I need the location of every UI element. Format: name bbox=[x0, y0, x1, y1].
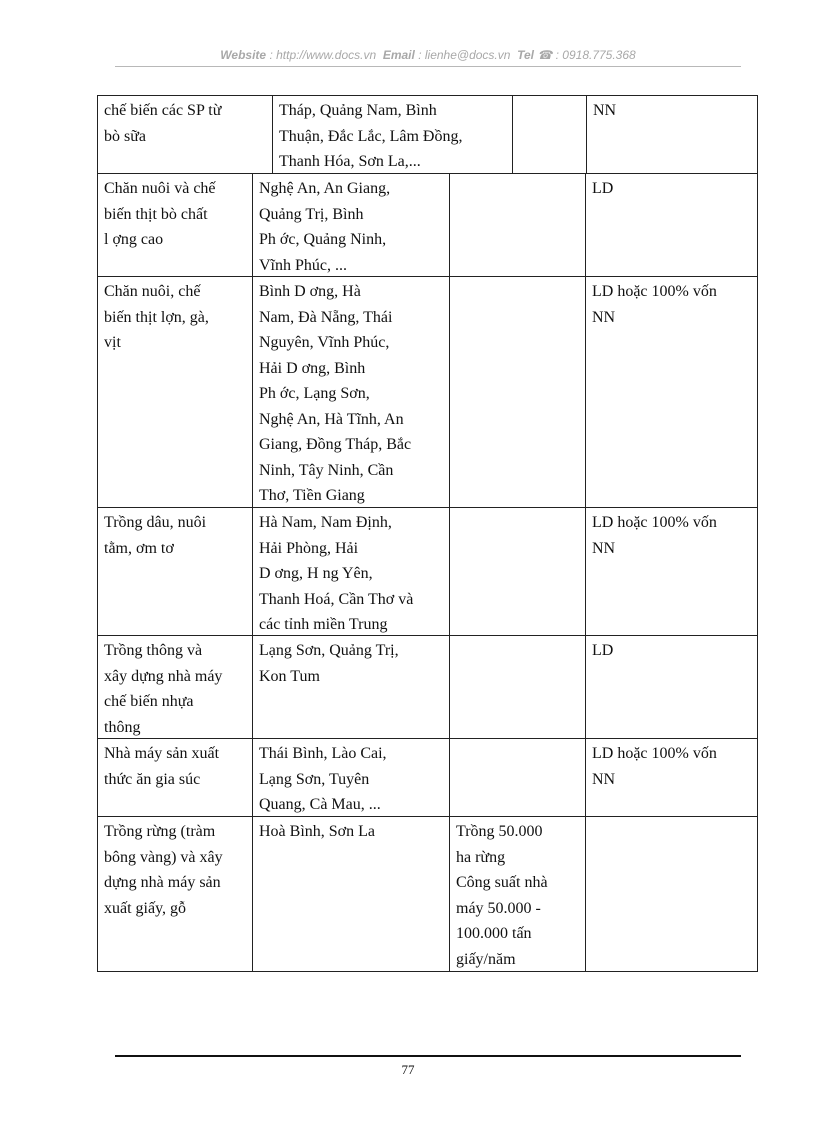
table-cell-form: LD hoặc 100% vốn NN bbox=[592, 283, 717, 326]
table-cell-sector: Nhà máy sản xuất thức ăn gia súc bbox=[98, 739, 253, 816]
email-label: Email bbox=[382, 48, 415, 62]
table-cell-scale bbox=[450, 739, 586, 816]
table-cell-sector: chế biến các SP từ bò sữa bbox=[98, 96, 273, 173]
table-cell-sector: Trồng rừng (tràm bông vàng) và xây dựng nhà máy sản xuất giấy, gỗ bbox=[98, 817, 253, 971]
website-label: Website bbox=[220, 48, 267, 62]
investment-table bbox=[97, 95, 758, 972]
table-cell-sector: Trồng dâu, nuôi tằm, ơm tơ bbox=[98, 508, 253, 635]
table-row bbox=[97, 739, 758, 817]
website-url: : http://www.docs.vn bbox=[269, 48, 377, 62]
table-cell-location: Bình D ơng, Hà Nam, Đà Nẵng, Thái Nguyên, Vĩnh Phúc, Hải D ơng, Bình Ph ớc, Lạng Sơn, Nghệ An, Hà Tĩnh, An Giang, Đồng Tháp, Bắc Ninh, Tây Ninh, Cần Thơ, Tiền Giang bbox=[253, 277, 450, 507]
table-cell-form: LD hoặc 100% vốn NN bbox=[592, 745, 717, 788]
page-header bbox=[115, 48, 741, 62]
footer-divider bbox=[115, 1055, 741, 1057]
email-address: : lienhe@docs.vn bbox=[418, 48, 511, 62]
table-cell-location: Lạng Sơn, Quảng Trị, Kon Tum bbox=[253, 636, 450, 738]
table-cell-location: Thái Bình, Lào Cai, Lạng Sơn, Tuyên Quang, Cà Mau, ... bbox=[253, 739, 450, 816]
table-cell-sector: Chăn nuôi, chế biến thịt lợn, gà, vịt bbox=[98, 277, 253, 507]
table-cell-form: LD bbox=[592, 180, 614, 197]
table-cell-scale bbox=[513, 96, 587, 173]
table-row bbox=[97, 277, 758, 508]
table-cell-location: Tháp, Quảng Nam, Bình Thuận, Đắc Lắc, Lâm Đồng, Thanh Hóa, Sơn La,... bbox=[273, 96, 513, 173]
table-cell-form: LD hoặc 100% vốn NN bbox=[592, 514, 717, 557]
table-row bbox=[97, 95, 758, 174]
table-cell-location: Nghệ An, An Giang, Quảng Trị, Bình Ph ớc, Quảng Ninh, Vĩnh Phúc, ... bbox=[253, 174, 450, 276]
table-cell-location: Hoà Bình, Sơn La bbox=[253, 817, 450, 971]
table-row bbox=[97, 174, 758, 277]
table-cell-scale bbox=[450, 174, 586, 276]
table-cell-sector: Chăn nuôi và chế biến thịt bò chất l ợng cao bbox=[98, 174, 253, 276]
table-cell-form: NN bbox=[593, 102, 617, 119]
header-divider bbox=[115, 66, 741, 67]
table-cell-form: LD bbox=[592, 642, 614, 659]
table-row bbox=[97, 508, 758, 636]
table-cell-scale bbox=[450, 636, 586, 738]
table-cell-scale: Trồng 50.000 ha rừng Công suất nhà máy 50.000 - 100.000 tấn giấy/năm bbox=[450, 817, 586, 971]
table-cell-sector: Trồng thông và xây dựng nhà máy chế biến nhựa thông bbox=[98, 636, 253, 738]
table-row bbox=[97, 817, 758, 972]
page-number: 77 bbox=[401, 1062, 415, 1077]
table-cell-location: Hà Nam, Nam Định, Hải Phòng, Hải D ơng, H ng Yên, Thanh Hoá, Cần Thơ và các tỉnh miền Trung bbox=[253, 508, 450, 635]
tel-number: ☎ : 0918.775.368 bbox=[537, 48, 636, 62]
table-row bbox=[97, 636, 758, 739]
table-cell-form bbox=[586, 817, 757, 971]
table-cell-scale bbox=[450, 508, 586, 635]
table-cell-scale bbox=[450, 277, 586, 507]
tel-label: Tel bbox=[517, 48, 534, 62]
